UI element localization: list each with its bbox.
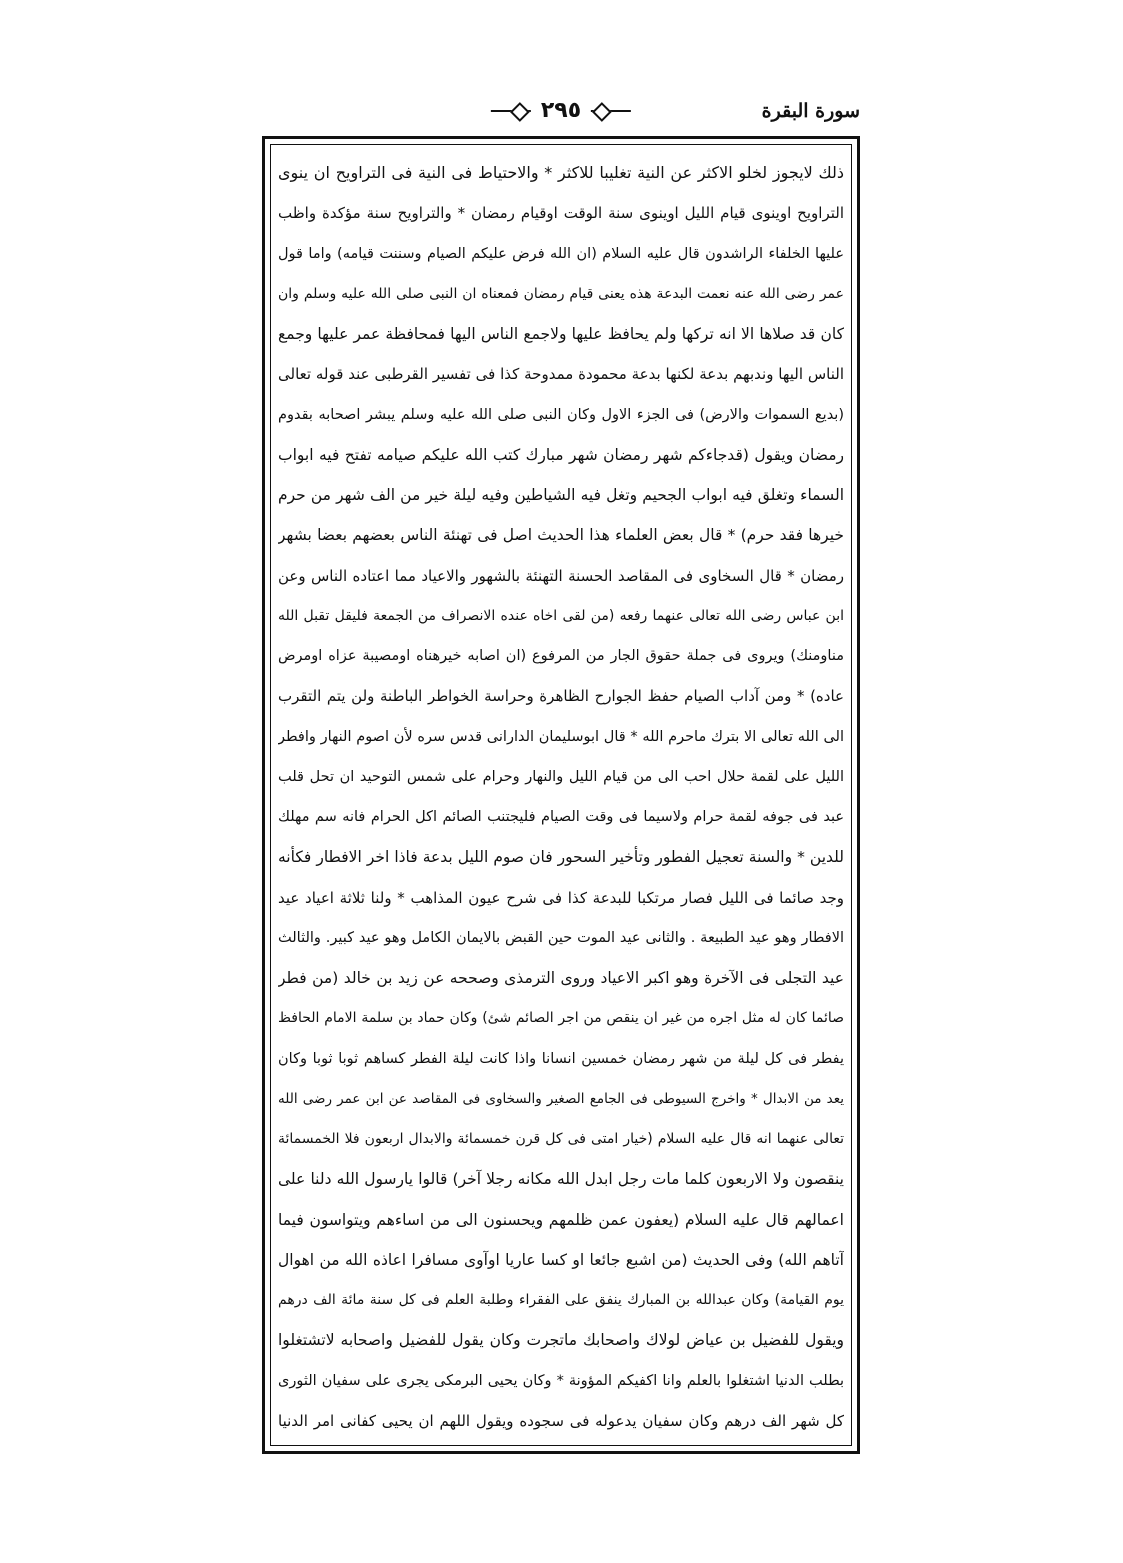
text-line: [278, 1199, 844, 1233]
page-header: [262, 96, 860, 136]
text-line-content: السماء وتغلق فيه ابواب الجحيم وتغل فيه الشياطين وفيه ليلة خير من الف شهر من حرم: [278, 486, 844, 504]
text-line-content: الليل على لقمة حلال احب الى من قيام الليل والنهار وحرام على شمس التوحيد ان تحل قلب: [278, 768, 844, 785]
text-line-content: آتاهم الله) وفى الحديث (من اشبع جائعا او كسا عاريا اوآوى مسافرا اعاذه الله من اهوال: [278, 1250, 844, 1269]
text-line: [278, 514, 844, 548]
text-line: [278, 434, 844, 468]
text-line: [278, 233, 844, 267]
text-line-content: يوم القيامة) وكان عبدالله بن المبارك ينفق على الفقراء وطلبة العلم فى كل سنة مائة الف درهم: [278, 1292, 844, 1308]
text-line-content: عليها الخلفاء الراشدون قال عليه السلام (ان الله فرض عليكم الصيام وسننت قيامه) واما قول: [278, 245, 844, 262]
text-line-content: ذلك لايجوز لخلو الاكثر عن النية تغليبا للاكثر * والاحتياط فى النية فى التراويح ان ينوى: [278, 163, 844, 182]
text-line-content: رمضان * قال السخاوى فى المقاصد الحسنة التهنئة بالشهور والاعياد مما اعتاده الناس وعن: [278, 566, 844, 585]
text-line-content: عبد فى جوفه لقمة حرام ولاسيما فى وقت الصيام فليجتنب الصائم اكل الحرام فانه سم مهلك: [278, 809, 844, 825]
text-line: [278, 957, 844, 991]
text-line: [278, 756, 844, 790]
text-line: [278, 675, 844, 709]
text-line-content: عيد التجلى فى الآخرة وهو اكبر الاعياد وروى الترمذى وصححه عن زيد بن خالد (من فطر: [278, 969, 844, 987]
page-number: ٢٩٥: [540, 98, 582, 123]
text-line: [278, 635, 844, 669]
surah-title: سورة البقرة: [761, 100, 860, 122]
text-line: [278, 1078, 844, 1112]
text-line: [278, 1279, 844, 1313]
text-line-content: الافطار وهو عيد الطبيعة . والثانى عيد الموت حين القبض بالايمان الكامل وهو عيد كبير. والثالث: [278, 929, 844, 946]
text-line: [278, 796, 844, 830]
ornament-left-icon: [491, 104, 531, 118]
text-line-content: تعالى عنهما انه قال عليه السلام (خيار امتى فى كل قرن خمسمائة والابدال اربعون فلا الخمسمائة: [278, 1131, 844, 1147]
text-line-content: الناس اليها وندبهم بدعة لكنها بدعة محمودة ممدوحة كذا فى تفسير القرطبى عند قوله تعالى: [278, 365, 844, 384]
ornament-right-icon: [591, 104, 631, 118]
text-line: [278, 716, 844, 750]
text-line-content: كل شهر الف درهم وكان سفيان يدعوله فى سجوده ويقول اللهم ان يحيى كفانى امر الدنيا: [278, 1411, 844, 1430]
text-line: [278, 353, 844, 387]
text-line-content: ويقول للفضيل بن عياض لولاك واصحابك ماتجرت وكان يقول للفضيل واصحابه لاتشتغلوا: [278, 1331, 844, 1350]
text-line: [278, 1400, 844, 1434]
text-line-content: صائما كان له مثل اجره من غير ان ينقص من اجر الصائم شئ) وكان حماد بن سلمة الامام الحافظ: [278, 1010, 844, 1027]
text-line-content: اعمالهم قال عليه السلام (يعفون عمن ظلمهم ويحسنون الى من اساءهم ويتواسون فيما: [278, 1210, 844, 1229]
text-line-content: يعد من الابدال * واخرج السيوطى فى الجامع الصغير والسخاوى فى المقاصد عن ابن عمر رضى الله: [278, 1090, 844, 1107]
text-line: [278, 313, 844, 347]
text-line: [278, 474, 844, 508]
text-line-content: التراويح اوينوى قيام الليل اوينوى سنة الوقت اوقيام رمضان * والتراويح سنة مؤكدة واظب: [278, 204, 844, 223]
text-line: [278, 997, 844, 1031]
text-line-content: مناومنك) ويروى فى جملة حقوق الجار من المرفوع (ان اصابه خيرهناه اومصيبة عزاه اومرض: [278, 648, 844, 664]
text-line-content: كان قد صلاها الا انه تركها ولم يحافظ عليها ولاجمع الناس اليها فمحافظة عمر عليها وجمع: [278, 325, 844, 343]
text-line-content: عاده) * ومن آداب الصيام حفظ الجوارح الظاهرة وحراسة الخواطر الباطنة ولن يتم التقرب: [278, 687, 844, 706]
text-line: [278, 152, 844, 186]
page-number-group: [491, 98, 631, 123]
text-line: [278, 555, 844, 589]
text-line: [278, 1239, 844, 1273]
text-line-content: بطلب الدنيا اشتغلوا بالعلم وانا اكفيكم المؤونة * وكان يحيى البرمكى يجرى على سفيان الثورى: [278, 1372, 844, 1389]
text-line-content: (بديع السموات والارض) فى الجزء الاول وكان النبى صلى الله عليه وسلم يبشر اصحابه بقدوم: [278, 406, 844, 423]
text-line: [278, 192, 844, 226]
text-line: [278, 1158, 844, 1192]
text-line: [278, 836, 844, 870]
text-line-content: وجد صائما فى الليل فصار مرتكبا للبدعة كذا فى شرح عيون المذاهب * ولنا ثلاثة اعياد عيد: [278, 888, 844, 907]
text-line: [278, 394, 844, 428]
body-text: [272, 146, 850, 1444]
text-line: [278, 877, 844, 911]
text-line-content: ابن عباس رضى الله تعالى عنهما رفعه (من لقى اخاه عنده الانصراف من الجمعة فليقل تقبل الله: [278, 607, 844, 624]
text-line: [278, 1319, 844, 1353]
text-line: [278, 1038, 844, 1072]
text-line: [278, 1118, 844, 1152]
text-line-content: ينقصون ولا الاربعون كلما مات رجل ابدل الله مكانه رجلا آخر) قالوا يارسول الله دلنا على: [278, 1170, 844, 1189]
text-line-content: عمر رضى الله عنه نعمت البدعة هذه يعنى قيام رمضان فمعناه ان النبى صلى الله عليه وسلم وان: [278, 285, 844, 302]
text-line-content: يفطر فى كل ليلة من شهر رمضان خمسين انسانا واذا كانت ليلة الفطر كساهم ثوبا ثوبا وكان: [278, 1050, 844, 1067]
text-line-content: خيرها فقد حرم) * قال بعض العلماء هذا الحديث اصل فى تهنئة الناس بعضهم بعضا بشهر: [278, 526, 844, 545]
text-line: [278, 273, 844, 307]
text-line-content: الى الله تعالى الا بترك ماحرم الله * قال ابوسليمان الدارانى قدس سره لأن اصوم النهار وافطر: [278, 728, 844, 745]
text-line: [278, 595, 844, 629]
text-line-content: للدين * والسنة تعجيل الفطور وتأخير السحور فان صوم الليل بدعة فاذا اخر الافطار فكأنه: [278, 848, 844, 867]
text-line: [278, 1360, 844, 1394]
text-line: [278, 917, 844, 951]
text-line-content: رمضان ويقول (قدجاءكم شهر رمضان شهر مبارك كتب الله عليكم صيامه تفتح فيه ابواب: [278, 445, 844, 464]
